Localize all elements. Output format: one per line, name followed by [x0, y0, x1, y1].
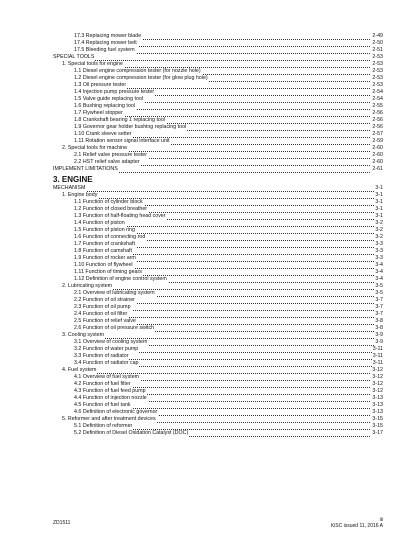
- toc-entry[interactable]: [0, 290, 416, 297]
- toc-entry-page: 2-50: [372, 40, 383, 46]
- toc-entry[interactable]: [0, 388, 416, 395]
- toc-entry-title: 1.4 Injection pump pressure tester: [74, 89, 155, 95]
- toc-entry-page: 3-17: [372, 430, 383, 436]
- toc-entry-page: 3-1: [375, 199, 383, 205]
- toc-entry-page: 3-2: [375, 227, 383, 233]
- toc-entry-title: 1.9 Governor gear holder bushing replacing tool: [74, 124, 187, 130]
- toc-entry-page: 3-1: [375, 213, 383, 219]
- toc-entry[interactable]: [0, 311, 416, 318]
- toc-entry[interactable]: [0, 75, 416, 82]
- toc-entry-title: 4.2 Function of fuel filter: [74, 381, 131, 387]
- toc-entry-page: 2-59: [372, 138, 383, 144]
- toc-entry-title: 1.4 Function of piston: [74, 220, 125, 226]
- toc-entry-page: 2-54: [372, 96, 383, 102]
- toc-entry-title: 2.1 Relief valve pressure tester: [74, 152, 148, 158]
- table-of-contents: [0, 33, 416, 437]
- toc-entry[interactable]: [0, 283, 416, 290]
- toc-entry-page: 2-56: [372, 124, 383, 130]
- toc-entry-page: 2-60: [372, 159, 383, 165]
- toc-entry[interactable]: [0, 325, 416, 332]
- toc-entry-title: 1.1 Function of cylinder block: [74, 199, 143, 205]
- toc-entry-title: 1.2 Function of closed breather: [74, 206, 148, 212]
- toc-entry-page: 3-15: [372, 416, 383, 422]
- toc-entry-title: 4.3 Function of fuel feed pump: [74, 388, 146, 394]
- toc-entry-title: 4. Fuel system: [62, 367, 97, 373]
- toc-entry-title: 4.6 Definition of electronic governor: [74, 409, 158, 415]
- toc-entry[interactable]: [0, 110, 416, 117]
- toc-entry-page: 3-13: [372, 409, 383, 415]
- toc-entry[interactable]: [0, 409, 416, 416]
- toc-entry-page: 3-12: [372, 381, 383, 387]
- footer-doc-code: ZD1511: [53, 520, 71, 526]
- toc-entry[interactable]: [0, 339, 416, 346]
- toc-entry-page: 3-11: [372, 360, 383, 366]
- toc-entry-title: 2.4 Function of oil filter: [74, 311, 128, 317]
- toc-entry[interactable]: [0, 234, 416, 241]
- toc-entry-page: 3-7: [375, 304, 383, 310]
- toc-entry-title: 17.4 Replacing mower belt: [74, 40, 137, 46]
- toc-entry-title: 1.9 Function of rocker arm: [74, 255, 136, 261]
- toc-entry-title: 5.1 Definition of reformer: [74, 423, 133, 429]
- toc-entry-title: 1.5 Valve guide replacing tool: [74, 96, 144, 102]
- toc-entry-title: SPECIAL TOOLS: [53, 54, 95, 60]
- toc-entry[interactable]: [0, 416, 416, 423]
- toc-entry-page: 3-2: [375, 220, 383, 226]
- toc-entry-page: 3-15: [372, 423, 383, 429]
- toc-entry-title: 3. Cooling system: [62, 332, 105, 338]
- toc-entry-title: 2.5 Function of relief valve: [74, 318, 136, 324]
- toc-entry-title: 1.11 Rotation sensor signal interface unit: [74, 138, 170, 144]
- toc-entry-page: 3-4: [375, 276, 383, 282]
- toc-entry-page: 3-12: [372, 374, 383, 380]
- toc-entry[interactable]: [0, 40, 416, 47]
- toc-entry[interactable]: [0, 117, 416, 124]
- toc-entry-title: 1.7 Function of crankshaft: [74, 241, 135, 247]
- toc-entry[interactable]: [0, 54, 416, 61]
- toc-entry-title: 3.4 Function of radiator cap: [74, 360, 139, 366]
- section-heading: 3. ENGINE: [53, 173, 94, 187]
- toc-entry[interactable]: [0, 131, 416, 138]
- toc-entry[interactable]: [0, 241, 416, 248]
- toc-entry[interactable]: [0, 269, 416, 276]
- toc-entry-title: 1.3 Oil pressure tester: [74, 82, 127, 88]
- toc-entry[interactable]: [0, 68, 416, 75]
- toc-entry-page: 2-53: [372, 82, 383, 88]
- toc-entry-page: 2-60: [372, 152, 383, 158]
- toc-entry-page: 3-12: [372, 388, 383, 394]
- toc-entry-page: 3-1: [375, 206, 383, 212]
- toc-entry-title: 1.6 Bushing replacing tool: [74, 103, 135, 109]
- toc-entry[interactable]: [0, 381, 416, 388]
- toc-entry-title: 1.8 Function of camshaft: [74, 248, 133, 254]
- toc-entry-page: 2-53: [372, 54, 383, 60]
- toc-entry-title: 1.6 Function of connecting rod: [74, 234, 146, 240]
- toc-entry-title: 1.1 Diesel engine compression tester (for nozzle hole): [74, 68, 201, 74]
- toc-entry[interactable]: [0, 213, 416, 220]
- toc-entry-page: 3-8: [375, 318, 383, 324]
- toc-entry-title: 2.6 Function of oil pressure switch: [74, 325, 155, 331]
- toc-entry-title: 1.11 Function of timing gears: [74, 269, 142, 275]
- toc-entry-title: 1. Engine body: [62, 192, 98, 198]
- toc-entry[interactable]: [0, 96, 416, 103]
- toc-entry[interactable]: [0, 332, 416, 339]
- toc-entry-page: 3-7: [375, 311, 383, 317]
- toc-entry-title: 5.2 Definition of Diesel Oxidation Catalyst (DOC): [74, 430, 189, 436]
- toc-entry-title: 3.3 Function of radiator: [74, 353, 129, 359]
- toc-entry-page: 2-53: [372, 68, 383, 74]
- toc-entry-page: 3-9: [375, 332, 383, 338]
- toc-entry-title: 1.7 Flywheel stopper: [74, 110, 123, 116]
- toc-entry-title: 2.1 Overview of lubricating system: [74, 290, 155, 296]
- toc-entry-title: 5. Reformer and after treatment devices: [62, 416, 156, 422]
- toc-entry-title: 2.2 HST relief valve adapter: [74, 159, 140, 165]
- toc-entry-page: 3-9: [375, 339, 383, 345]
- toc-entry[interactable]: [0, 159, 416, 166]
- toc-entry-page: 2-61: [372, 166, 383, 172]
- section-heading-row: [0, 173, 416, 185]
- toc-entry-page: 3-4: [375, 262, 383, 268]
- toc-entry[interactable]: [0, 166, 416, 173]
- toc-entry[interactable]: [0, 61, 416, 68]
- toc-entry-page: 3-3: [375, 248, 383, 254]
- toc-entry-page: 3-7: [375, 297, 383, 303]
- toc-entry[interactable]: [0, 304, 416, 311]
- toc-entry-title: MECHANISM: [53, 185, 86, 191]
- toc-entry[interactable]: [0, 206, 416, 213]
- toc-entry-page: 2-49: [372, 33, 383, 39]
- toc-entry-page: 3-11: [372, 346, 383, 352]
- toc-entry-page: 3-3: [375, 255, 383, 261]
- toc-entry-page: 2-56: [372, 117, 383, 123]
- toc-entry[interactable]: [0, 346, 416, 353]
- toc-entry[interactable]: [0, 395, 416, 402]
- toc-entry-title: 3.2 Function of water pump: [74, 346, 139, 352]
- toc-entry[interactable]: [0, 402, 416, 409]
- toc-entry-title: 2.2 Function of oil strainer: [74, 297, 135, 303]
- toc-entry[interactable]: [0, 145, 416, 152]
- toc-entry-page: 3-5: [375, 283, 383, 289]
- toc-entry-page: 2-55: [372, 103, 383, 109]
- toc-entry-title: 2.3 Function of oil pump: [74, 304, 131, 310]
- toc-entry[interactable]: [0, 185, 416, 192]
- toc-entry-title: 3.1 Overview of cooling system: [74, 339, 148, 345]
- toc-entry-page: 2-60: [372, 145, 383, 151]
- toc-entry[interactable]: [0, 276, 416, 283]
- toc-entry-title: 1.3 Function of half-floating head cover: [74, 213, 166, 219]
- toc-entry[interactable]: [0, 47, 416, 54]
- toc-entry-page: 2-53: [372, 75, 383, 81]
- toc-entry-title: 4.4 Function of injection nozzle: [74, 395, 147, 401]
- toc-entry[interactable]: [0, 89, 416, 96]
- toc-entry-page: 3-13: [372, 395, 383, 401]
- toc-entry[interactable]: [0, 255, 416, 262]
- toc-entry-title: 1.5 Function of piston ring: [74, 227, 135, 233]
- toc-entry[interactable]: [0, 103, 416, 110]
- toc-entry-page: 3-1: [375, 192, 383, 198]
- toc-entry[interactable]: [0, 423, 416, 430]
- toc-entry[interactable]: [0, 82, 416, 89]
- toc-entry-page: 2-56: [372, 110, 383, 116]
- toc-entry[interactable]: [0, 430, 416, 437]
- toc-entry-page: 3-4: [375, 269, 383, 275]
- toc-entry-title: 1.10 Crank sleeve setter: [74, 131, 132, 137]
- toc-entry[interactable]: [0, 152, 416, 159]
- toc-entry[interactable]: [0, 353, 416, 360]
- footer-right: [331, 517, 383, 529]
- toc-entry-page: 2-54: [372, 89, 383, 95]
- toc-entry[interactable]: [0, 124, 416, 131]
- toc-entry-page: 2-53: [372, 61, 383, 67]
- toc-entry-page: 3-1: [375, 185, 383, 191]
- toc-entry[interactable]: [0, 192, 416, 199]
- toc-entry[interactable]: [0, 248, 416, 255]
- toc-entry[interactable]: [0, 33, 416, 40]
- toc-entry-page: 3-5: [375, 290, 383, 296]
- footer-issue: KiSC issued 11, 2016 A: [330, 523, 383, 529]
- toc-entry-page: 3-13: [372, 402, 383, 408]
- toc-entry-title: 17.3 Replacing mower blade: [74, 33, 142, 39]
- toc-entry-page: 3-11: [372, 353, 383, 359]
- toc-entry[interactable]: [0, 220, 416, 227]
- toc-entry-title: 2. Special tools for machine: [62, 145, 128, 151]
- toc-entry[interactable]: [0, 367, 416, 374]
- toc-entry[interactable]: [0, 227, 416, 234]
- toc-entry[interactable]: [0, 360, 416, 367]
- toc-entry-page: 3-8: [375, 325, 383, 331]
- toc-entry-title: 4.1 Overview of fuel system: [74, 374, 140, 380]
- toc-entry[interactable]: [0, 138, 416, 145]
- toc-entry-title: 1. Special tools for engine: [62, 61, 123, 67]
- toc-entry[interactable]: [0, 374, 416, 381]
- toc-entry-page: 3-12: [372, 367, 383, 373]
- toc-entry-title: 1.2 Diesel engine compression tester (for glow plug hole): [74, 75, 208, 81]
- toc-entry-title: 4.5 Function of fuel tank: [74, 402, 131, 408]
- toc-entry[interactable]: [0, 199, 416, 206]
- toc-entry[interactable]: [0, 262, 416, 269]
- toc-entry-title: 1.12 Definition of engine control system: [74, 276, 167, 282]
- toc-entry-title: 1.10 Function of flywheel: [74, 262, 133, 268]
- toc-entry-page: 3-3: [375, 241, 383, 247]
- toc-entry-title: 17.5 Bleeding fuel system: [74, 47, 135, 53]
- toc-entry[interactable]: [0, 318, 416, 325]
- footer-page-number: iii: [379, 517, 383, 523]
- toc-entry-title: 2. Lubricating system: [62, 283, 113, 289]
- toc-entry-page: 2-57: [372, 131, 383, 137]
- toc-entry-title: 1.8 Crankshaft bearing 1 replacing tool: [74, 117, 165, 123]
- toc-entry[interactable]: [0, 297, 416, 304]
- toc-entry-page: 2-51: [372, 47, 383, 53]
- toc-entry-title: IMPLEMENT LIMITATIONS: [53, 166, 118, 172]
- toc-entry-page: 3-2: [375, 234, 383, 240]
